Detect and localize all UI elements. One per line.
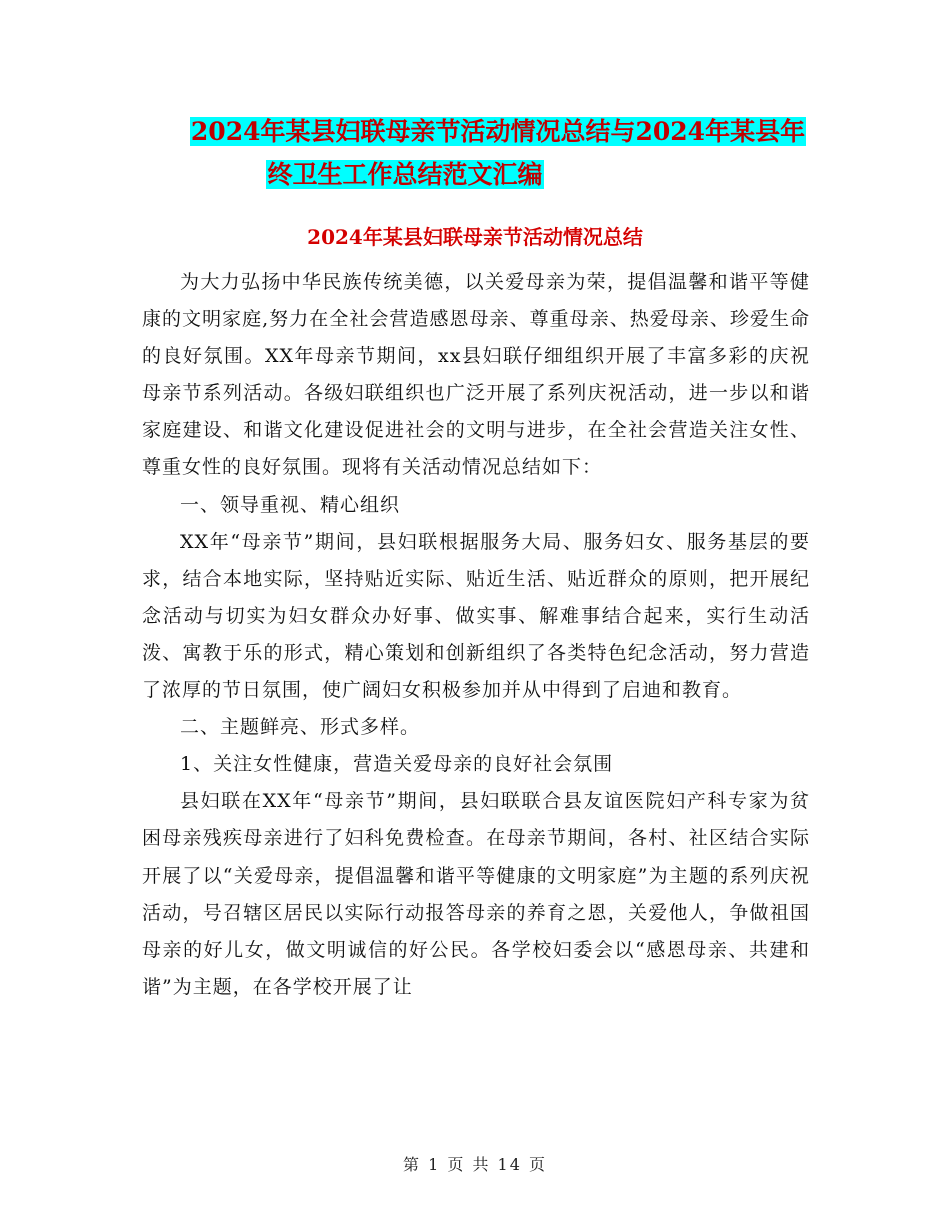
document-title-line-2 [0, 155, 950, 195]
paragraph-intro: 为大力弘扬中华民族传统美德，以关爱母亲为荣，提倡温馨和谐平等健康的文明家庭,努力在全社会营造感恩母亲、尊重母亲、热爱母亲、珍爱生命的良好氛围。XX年母亲节期间，xx县妇联仔细组织开展了丰富多彩的庆祝母亲节系列活动。各级妇联组织也广泛开展了系列庆祝活动，进一步以和谐家庭建设、和谐文化建设促进社会的文明与进步，在全社会营造关注女性、尊重女性的良好氛围。现将有关活动情况总结如下： [142, 271, 810, 479]
section-title: 2024年某县妇联母亲节活动情况总结 [307, 225, 643, 249]
paragraph-health: 县妇联在XX年“母亲节”期间，县妇联联合县友谊医院妇产科专家为贫困母亲残疾母亲进行了妇科免费检查。在母亲节期间，各村、社区结合实际开展了以“关爱母亲，提倡温馨和谐平等健康的文明家庭”为主题的系列庆祝活动，号召辖区居民以实际行动报答母亲的养育之恩，关爱他人，争做祖国母亲的好儿女，做文明诚信的好公民。各学校妇委会以“感恩母亲、共建和谐”为主题，在各学校开展了让 [142, 790, 810, 998]
heading-leadership: 一、领导重视、精心组织 [180, 493, 401, 516]
document-title-line-1-text: 2024年某县妇联母亲节活动情况总结与2024年某县年 [190, 117, 806, 146]
body-text [142, 264, 810, 1006]
subheading-health: 1、关注女性健康，营造关爱母亲的良好社会氛围 [180, 753, 614, 776]
heading-theme: 二、主题鲜亮、形式多样。 [180, 716, 421, 739]
paragraph-leadership: XX年“母亲节”期间，县妇联根据服务大局、服务妇女、服务基层的要求，结合本地实际，坚持贴近实际、贴近生活、贴近群众的原则，把开展纪念活动与切实为妇女群众办好事、做实事、解难事结合起来，实行生动活泼、寓教于乐的形式，精心策划和创新组织了各类特色纪念活动，努力营造了浓厚的节日氛围，使广阔妇女积极参加并从中得到了启迪和教育。 [142, 530, 810, 702]
document-title-line-2-text: 终卫生工作总结范文汇编 [267, 160, 543, 189]
document-title-line-1 [23, 112, 950, 152]
page-footer: 第 1 页 共 14 页 [403, 1155, 547, 1174]
